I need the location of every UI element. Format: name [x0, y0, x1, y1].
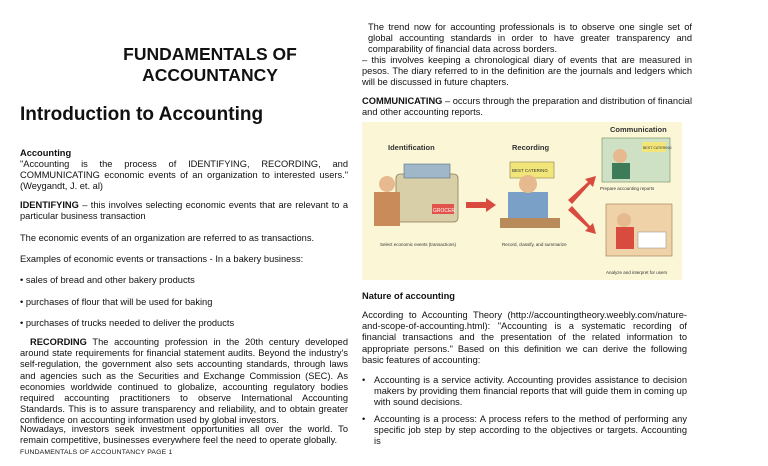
investors-paragraph: Nowadays, investors seek investment opportunities all over the world. To remain competitive, businesses everywhere feel the need to operate globally. — [20, 424, 348, 446]
feature-text-process: Accounting is a process: A process refers to the method of performing any specific job step by step according to the objectives or targets. Accounting is — [374, 414, 687, 447]
recording-head-icon — [519, 175, 537, 193]
document-title — [80, 44, 340, 86]
nature-heading — [362, 291, 692, 302]
section-title: Introduction to Accounting — [20, 104, 264, 125]
bakery-bullet-trucks: • purchases of trucks needed to deliver the products — [20, 318, 235, 328]
theory-paragraph: According to Accounting Theory (http://accountingtheory.weebly.com/nature-and-scope-of-accounting.html): "Accounting is a systematic recording of financial transactions and the presentation of the related information to appropriate persons." Based on this definition we can derive the following basic features of accounting: — [362, 310, 687, 365]
label-communication: Communication — [610, 125, 667, 134]
accounting-heading-text: Accounting — [20, 148, 72, 158]
sign-recording: BEST CATERING — [512, 168, 548, 173]
caption-recording: Record, classify, and summarize — [502, 242, 567, 247]
analysis-person-icon — [616, 227, 634, 249]
feature-item-service — [362, 375, 687, 409]
feature-item-process — [362, 414, 687, 448]
nature-heading-text: Nature of accounting — [362, 291, 455, 301]
analysis-head-icon — [617, 213, 631, 227]
page-footer: FUNDAMENTALS OF ACCOUNTANCY PAGE 1 — [20, 449, 173, 456]
examples-paragraph: Examples of economic events or transactions - In a bakery business: — [20, 254, 304, 264]
bakery-bullet-flour: • purchases of flour that will be used for baking — [20, 297, 213, 307]
identifying-term: IDENTIFYING — [20, 200, 79, 210]
communication-head-icon — [613, 149, 627, 163]
recording-paragraph — [20, 337, 348, 427]
recording-text: The accounting profession in the 20th century developed around state requirements for financial statement audits. Beyond the industry's self-regulation, the government also sets accounting standards, through laws and agencies such as the Securities and Exchange Commission (SEC). As economies worldwide continued to globalize, accounting regulatory bodies required accounting practitioners to observe International Accounting Standards. This is to assure transparency and reliability, and to obtain greater confidence on accounting information used by global investors. — [20, 337, 348, 426]
communication-person-icon — [612, 163, 630, 179]
caption-analyze: Analyze and interpret for users — [606, 270, 668, 275]
caption-prepare: Prepare accounting reports — [600, 186, 655, 191]
communicating-paragraph — [362, 96, 692, 118]
sign-identification: GROCER — [433, 208, 455, 214]
events-paragraph: The economic events of an organization are referred to as transactions. — [20, 233, 315, 243]
identifying-paragraph — [20, 200, 348, 222]
register-display-icon — [404, 164, 450, 178]
feature-text-service: Accounting is a service activity. Accounting provides assistance to decision makers by providing them financial reports that will guide them in coming up with sound decisions. — [374, 375, 687, 408]
trend-paragraph: The trend now for accounting professionals is to observe one single set of global accounting standards in order to have greater transparency and comparability of financial data across borders. — [368, 22, 692, 55]
sign-communication: BEST CATERING — [643, 146, 672, 150]
accounting-heading — [20, 148, 348, 159]
feature-bullet: • — [362, 375, 366, 385]
cash-register-icon — [396, 174, 458, 222]
cashier-person-icon — [374, 192, 400, 226]
illustration-svg — [362, 122, 682, 280]
feature-bullet: • — [362, 414, 366, 424]
label-identification: Identification — [388, 143, 435, 152]
cashier-head-icon — [379, 176, 395, 192]
recording-term: RECORDING — [30, 337, 87, 347]
bakery-bullet-sales: • sales of bread and other bakery products — [20, 275, 195, 285]
document-title-line-2: ACCOUNTANCY — [142, 65, 278, 85]
diary-paragraph: – this involves keeping a chronological diary of events that are measured in pesos. The diary referred to in the definition are the journals and ledgers which will be discussed in future chapters. — [362, 55, 692, 88]
accounting-process-illustration — [362, 122, 682, 280]
desk-icon — [500, 218, 560, 228]
report-document-icon — [638, 232, 666, 248]
document-title-line-1: FUNDAMENTALS OF — [123, 44, 297, 64]
communicating-term: COMMUNICATING — [362, 96, 443, 106]
label-recording: Recording — [512, 143, 550, 152]
caption-identification: Select economic events (transactions) — [380, 242, 457, 247]
communicating-text: – occurs through the preparation and distribution of financial and other accounting reports. — [362, 96, 693, 118]
identifying-text: – this involves selecting economic events that are relevant to a particular business transaction — [20, 200, 348, 222]
accounting-definition: "Accounting is the process of IDENTIFYING, RECORDING, and COMMUNICATING economic events of an organization to interested users." (Weygandt, J. et. al) — [20, 159, 348, 192]
